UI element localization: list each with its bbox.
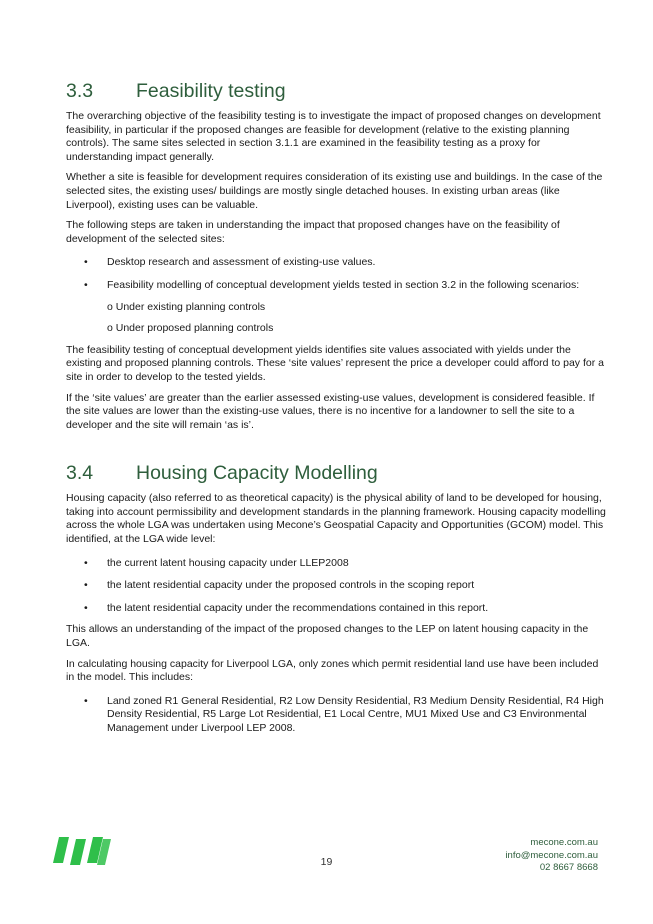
paragraph: This allows an understanding of the impact of the proposed changes to the LEP on latent housing capacity in the LGA.: [66, 623, 589, 650]
section-3-3: [66, 78, 608, 432]
phone-number: 02 8667 8668: [539, 862, 598, 873]
sub-list-item: o Under existing planning controls: [107, 300, 266, 313]
section-title: Feasibility testing: [136, 80, 286, 102]
paragraph: The following steps are taken in understanding the impact that proposed changes have on the feasibility of development of the selected sites:: [66, 219, 560, 245]
bullet-marker: •: [84, 256, 88, 269]
paragraph: In calculating housing capacity for Liverpool LGA, only zones which permit residential land use have been included in the model. This includes:: [66, 657, 599, 684]
contact-block: [505, 837, 598, 875]
paragraph: The overarching objective of the feasibility testing is to investigate the impact of proposed changes on development feasibility, in particular if the proposed changes are feasible for development (relative to the existing planning controls). The same sites selected in section 3.1.1 are examined in the feasibility testing as a proxy for understanding impact generally.: [66, 110, 601, 163]
paragraph: The feasibility testing of conceptual development yields identifies site values associated with yields under the existing and proposed planning controls. These ‘site values’ represent the price a developer could afford to pay for a site in order to develop to the tested yields.: [66, 343, 604, 383]
section-title: Housing Capacity Modelling: [136, 462, 378, 485]
list-item: • the current latent housing capacity under LLEP2008: [84, 556, 349, 569]
section-heading: [66, 78, 608, 104]
paragraph: Housing capacity (also referred to as theoretical capacity) is the physical ability of land to be developed for housing, taking into account permissibility and development standards in the planning framework. Housing capacity modelling across the whole LGA was undertaken using Mecone’s Geospatial Capacity and Opportunities (GCOM) model. This identified, at the LGA wide level:: [66, 492, 606, 546]
website-link[interactable]: mecone.com.au: [530, 837, 598, 848]
bullet-list: [66, 695, 608, 736]
page-content: [66, 78, 608, 736]
list-item: • Land zoned R1 General Residential, R2 Low Density Residential, R3 Medium Density Residential, R4 High Density Residential, R5 Large Lot Residential, E1 Local Centre, MU1 Mixed Use and C3 Environmental Management under Liverpool LEP 2008.: [84, 694, 604, 734]
sub-list-item: o Under proposed planning controls: [107, 322, 274, 335]
section-number: 3.4: [66, 462, 94, 485]
bullet-list: [66, 557, 608, 616]
paragraph: If the ‘site values’ are greater than the earlier assessed existing-use values, development is considered feasible. If the site values are lower than the existing-use values, there is no incentive for a landowner to sell the site to a developer and the site will remain ‘as is’.: [66, 391, 595, 431]
list-item: • Desktop research and assessment of existing-use values.: [84, 256, 376, 269]
list-item: • the latent residential capacity under the recommendations contained in this report.: [84, 601, 489, 614]
bullet-marker: •: [84, 556, 88, 569]
bullet-marker: •: [84, 694, 88, 707]
bullet-list: [66, 256, 608, 292]
page-number: 19: [320, 856, 333, 868]
bullet-marker: •: [84, 278, 88, 291]
paragraph: Whether a site is feasible for development requires consideration of its existing use and buildings. In the case of the selected sites, the existing uses/ buildings are mostly single detached houses. In existing urban areas (like Liverpool), existing uses can be valuable.: [66, 171, 603, 211]
email-link[interactable]: info@mecone.com.au: [505, 849, 598, 861]
section-number: 3.3: [66, 80, 94, 102]
section-heading: [66, 460, 608, 486]
list-item: • the latent residential capacity under the proposed controls in the scoping report: [84, 579, 475, 592]
section-3-4: [66, 460, 608, 735]
bullet-marker: •: [84, 579, 88, 592]
list-item: • Feasibility modelling of conceptual development yields tested in section 3.2 in the following scenarios:: [84, 278, 580, 291]
bullet-marker: •: [84, 601, 88, 614]
